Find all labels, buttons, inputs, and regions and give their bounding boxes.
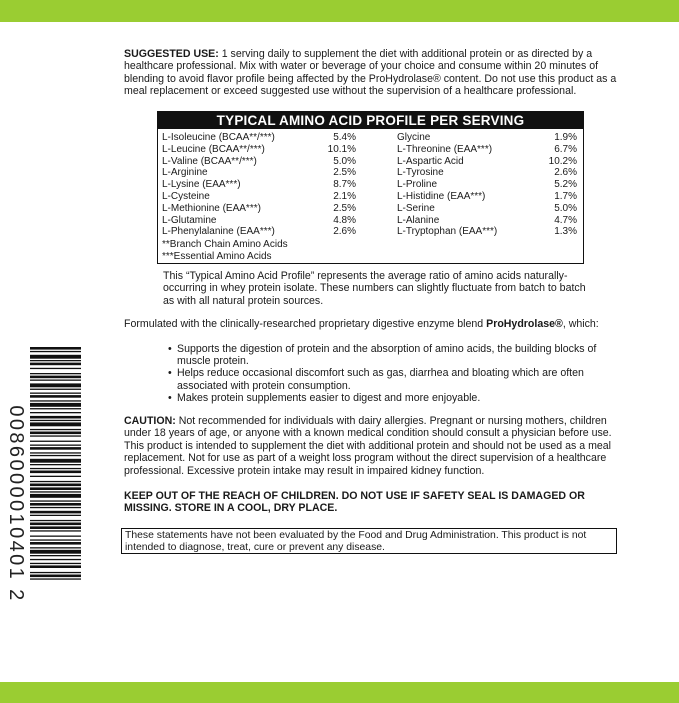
amino-acid-name: L-Cysteine	[162, 190, 210, 202]
amino-acid-percent: 6.7%	[554, 143, 577, 155]
amino-acid-row	[397, 215, 577, 227]
barcode-bar	[30, 578, 81, 579]
amino-acid-name: Glycine	[397, 132, 431, 143]
barcode-bar	[30, 459, 81, 463]
barcode-bar	[30, 412, 81, 413]
barcode-number: 0086000010401 2	[5, 405, 27, 603]
barcode-bar	[30, 376, 81, 379]
suggested-use-text: 1 serving daily to supplement the diet with additional protein or as directed by a healthcare professional. Mix with water or beverage of your choice and consume within 20 minutes of blending to avoid flavor profile being affected by the ProHydrolase® content. Do not use this product as a meal replacement or exceed suggested use without the supervision of a healthcare professional.	[124, 48, 617, 98]
barcode-bar	[30, 447, 81, 450]
amino-acid-percent: 10.2%	[548, 155, 577, 167]
amino-acid-name: L-Aspartic Acid	[397, 155, 464, 167]
barcode-bar	[30, 441, 81, 442]
barcode-bar	[30, 383, 81, 387]
amino-acid-percent: 4.8%	[333, 214, 356, 226]
amino-acid-name: L-Alanine	[397, 214, 440, 226]
benefit-text: Helps reduce occasional discomfort such as gas, diarrhea and bloating which are often associated with protein consumption.	[177, 367, 584, 392]
barcode-bar	[30, 420, 81, 421]
barcode-bar	[30, 494, 81, 498]
benefit-text: Supports the digestion of protein and the absorption of amino acids, the building blocks of muscle protein.	[177, 343, 597, 368]
barcode-bar	[30, 368, 81, 369]
barcode-bar	[30, 563, 81, 564]
amino-acid-name: L-Isoleucine (BCAA**/***)	[162, 132, 275, 143]
top-accent-band	[0, 0, 679, 22]
barcode-bar	[30, 565, 81, 568]
barcode-bar	[30, 408, 81, 409]
amino-acid-name: L-Lysine (EAA***)	[162, 179, 241, 191]
barcode-bar	[30, 555, 81, 556]
barcode-bar	[30, 491, 81, 492]
amino-acid-row	[162, 203, 356, 215]
barcode-bar	[30, 360, 81, 361]
barcode-bar	[30, 389, 81, 390]
barcode-bar	[30, 373, 81, 374]
benefit-list	[168, 343, 598, 404]
bullet-icon: •	[168, 343, 172, 355]
amino-acid-name: L-Glutamine	[162, 214, 217, 226]
barcode-bar	[30, 395, 81, 398]
amino-acid-name: L-Valine (BCAA**/***)	[162, 155, 257, 167]
formulated-text-after: , which:	[562, 318, 599, 330]
amino-acid-row	[397, 167, 577, 179]
amino-acid-percent: 5.2%	[554, 179, 577, 191]
amino-acid-name: L-Phenylalanine (EAA***)	[162, 226, 275, 238]
bullet-icon: •	[168, 367, 172, 380]
suggested-use-label: SUGGESTED USE:	[124, 48, 219, 60]
amino-acid-row	[397, 203, 577, 215]
amino-acid-percent: 4.7%	[554, 214, 577, 226]
barcode-bar	[30, 550, 81, 554]
amino-acid-name: L-Arginine	[162, 167, 208, 179]
benefit-text: Makes protein supplements easier to digest and more enjoyable.	[177, 391, 481, 404]
fda-disclaimer-text: These statements have not been evaluated by the Food and Drug Administration. This product is not intended to diagnose, treat, cure or prevent any disease.	[125, 530, 587, 553]
benefit-item	[168, 343, 598, 367]
barcode-bar	[30, 500, 81, 501]
barcode-bar	[30, 539, 81, 540]
amino-acid-name: L-Tyrosine	[397, 167, 444, 179]
amino-acid-row	[162, 144, 356, 156]
barcode-bar	[30, 380, 81, 381]
barcode-bar	[30, 530, 81, 531]
amino-acid-percent: 5.4%	[333, 132, 356, 143]
benefit-item	[168, 367, 598, 391]
barcode-bar	[30, 393, 81, 394]
barcode-bar	[30, 455, 81, 456]
footnote-bcaa: **Branch Chain Amino Acids	[162, 239, 288, 250]
prohydrolase-brand: ProHydrolase®	[486, 318, 563, 330]
barcode-bar	[30, 536, 81, 537]
barcode-bar	[30, 400, 81, 401]
caution-paragraph	[124, 415, 620, 477]
barcode-bar	[30, 515, 81, 516]
amino-acid-row	[162, 167, 356, 179]
barcode-bar	[30, 422, 81, 426]
amino-acid-percent: 2.6%	[554, 167, 577, 179]
amino-acid-percent: 2.1%	[333, 190, 356, 202]
barcode-bar	[30, 416, 81, 419]
suggested-use-paragraph	[124, 48, 622, 98]
caution-label: CAUTION:	[124, 415, 176, 427]
amino-acid-row	[162, 156, 356, 168]
amino-acid-row	[162, 179, 356, 191]
barcode-image	[30, 347, 81, 659]
amino-acid-name: L-Tryptophan (EAA***)	[397, 226, 498, 238]
barcode-bar	[30, 445, 81, 446]
barcode-bar	[30, 547, 81, 548]
amino-acid-row	[162, 132, 356, 144]
amino-acid-name: L-Serine	[397, 202, 435, 214]
barcode-bar	[30, 464, 81, 465]
amino-acid-percent: 5.0%	[333, 155, 356, 167]
barcode-bar	[30, 471, 81, 474]
barcode-bar	[30, 523, 81, 526]
amino-acid-percent: 8.7%	[333, 179, 356, 191]
barcode-bar	[30, 487, 81, 490]
safety-warning: KEEP OUT OF THE REACH OF CHILDREN. DO NOT USE IF SAFETY SEAL IS DAMAGED OR MISSING. STORE IN A COOL, DRY PLACE.	[124, 490, 585, 515]
barcode-bar	[30, 559, 81, 560]
amino-acid-row	[397, 156, 577, 168]
barcode-bar	[30, 355, 81, 359]
amino-acid-name: L-Methionine (EAA***)	[162, 202, 261, 214]
amino-acid-percent: 1.9%	[554, 132, 577, 143]
bullet-icon: •	[168, 391, 172, 404]
amino-acid-name: L-Proline	[397, 179, 438, 191]
amino-acid-row	[397, 132, 577, 144]
barcode-bar	[30, 476, 81, 477]
amino-acid-name: L-Threonine (EAA***)	[397, 143, 493, 155]
barcode-bar	[30, 484, 81, 487]
amino-acid-row	[397, 226, 577, 238]
profile-note: This “Typical Amino Acid Profile” represents the average ratio of amino acids naturally-occurring in whey protein isolate. These numbers can slightly fluctuate from batch to batch as with all natural protein sources.	[163, 270, 586, 307]
amino-acid-percent: 1.3%	[554, 226, 577, 238]
barcode-bar	[30, 347, 81, 350]
bottom-accent-band	[0, 682, 679, 703]
barcode-bar	[30, 481, 81, 482]
amino-acid-row	[162, 215, 356, 227]
amino-table-title: TYPICAL AMINO ACID PROFILE PER SERVING	[158, 112, 583, 129]
amino-acid-name: L-Leucine (BCAA**/***)	[162, 143, 265, 155]
barcode-bar	[30, 403, 81, 407]
caution-text: Not recommended for individuals with dairy allergies. Pregnant or nursing mothers, children under 18 years of age, or anyone with a known medical condition should consult a physician before use. This product is intended to supplement the diet with additional protein and should not be used as a meal replacement. Not for use as part of a weight loss program without the direct supervision of a healthcare professional. Excessive protein intake may result in impaired kidney function.	[124, 415, 612, 477]
amino-acid-row	[162, 191, 356, 203]
barcode-bar	[30, 507, 81, 508]
amino-table-right-column	[397, 132, 577, 238]
barcode-bar	[30, 429, 81, 430]
barcode-bar	[30, 452, 81, 453]
barcode-bar	[30, 520, 81, 521]
barcode-bar	[30, 511, 81, 514]
barcode-bar	[30, 468, 81, 469]
amino-acid-row	[397, 144, 577, 156]
footnote-eaa: ***Essential Amino Acids	[162, 251, 272, 262]
barcode-bar	[30, 435, 81, 436]
barcode-bar	[30, 526, 81, 529]
amino-acid-row	[162, 226, 356, 238]
amino-acid-percent: 2.5%	[333, 167, 356, 179]
barcode-bar	[30, 572, 81, 573]
barcode-bar	[30, 575, 81, 578]
formulated-text: Formulated with the clinically-researched proprietary digestive enzyme blend	[124, 318, 487, 330]
amino-acid-percent: 5.0%	[554, 202, 577, 214]
barcode-bar	[30, 432, 81, 435]
amino-acid-row	[397, 191, 577, 203]
amino-table-left-column	[162, 132, 356, 238]
amino-acid-percent: 2.5%	[333, 202, 356, 214]
amino-acid-percent: 10.1%	[327, 143, 356, 155]
amino-acid-name: L-Histidine (EAA***)	[397, 190, 486, 202]
fda-disclaimer-box	[121, 528, 617, 554]
barcode-bar	[30, 503, 81, 506]
amino-acid-percent: 2.6%	[333, 226, 356, 238]
benefit-item	[168, 392, 598, 404]
barcode-bar	[30, 542, 81, 545]
barcode-bar	[30, 351, 81, 352]
barcode-bar	[30, 363, 81, 366]
amino-acid-table	[157, 111, 584, 264]
formulated-paragraph	[124, 318, 616, 330]
amino-acid-row	[397, 179, 577, 191]
amino-acid-percent: 1.7%	[554, 190, 577, 202]
